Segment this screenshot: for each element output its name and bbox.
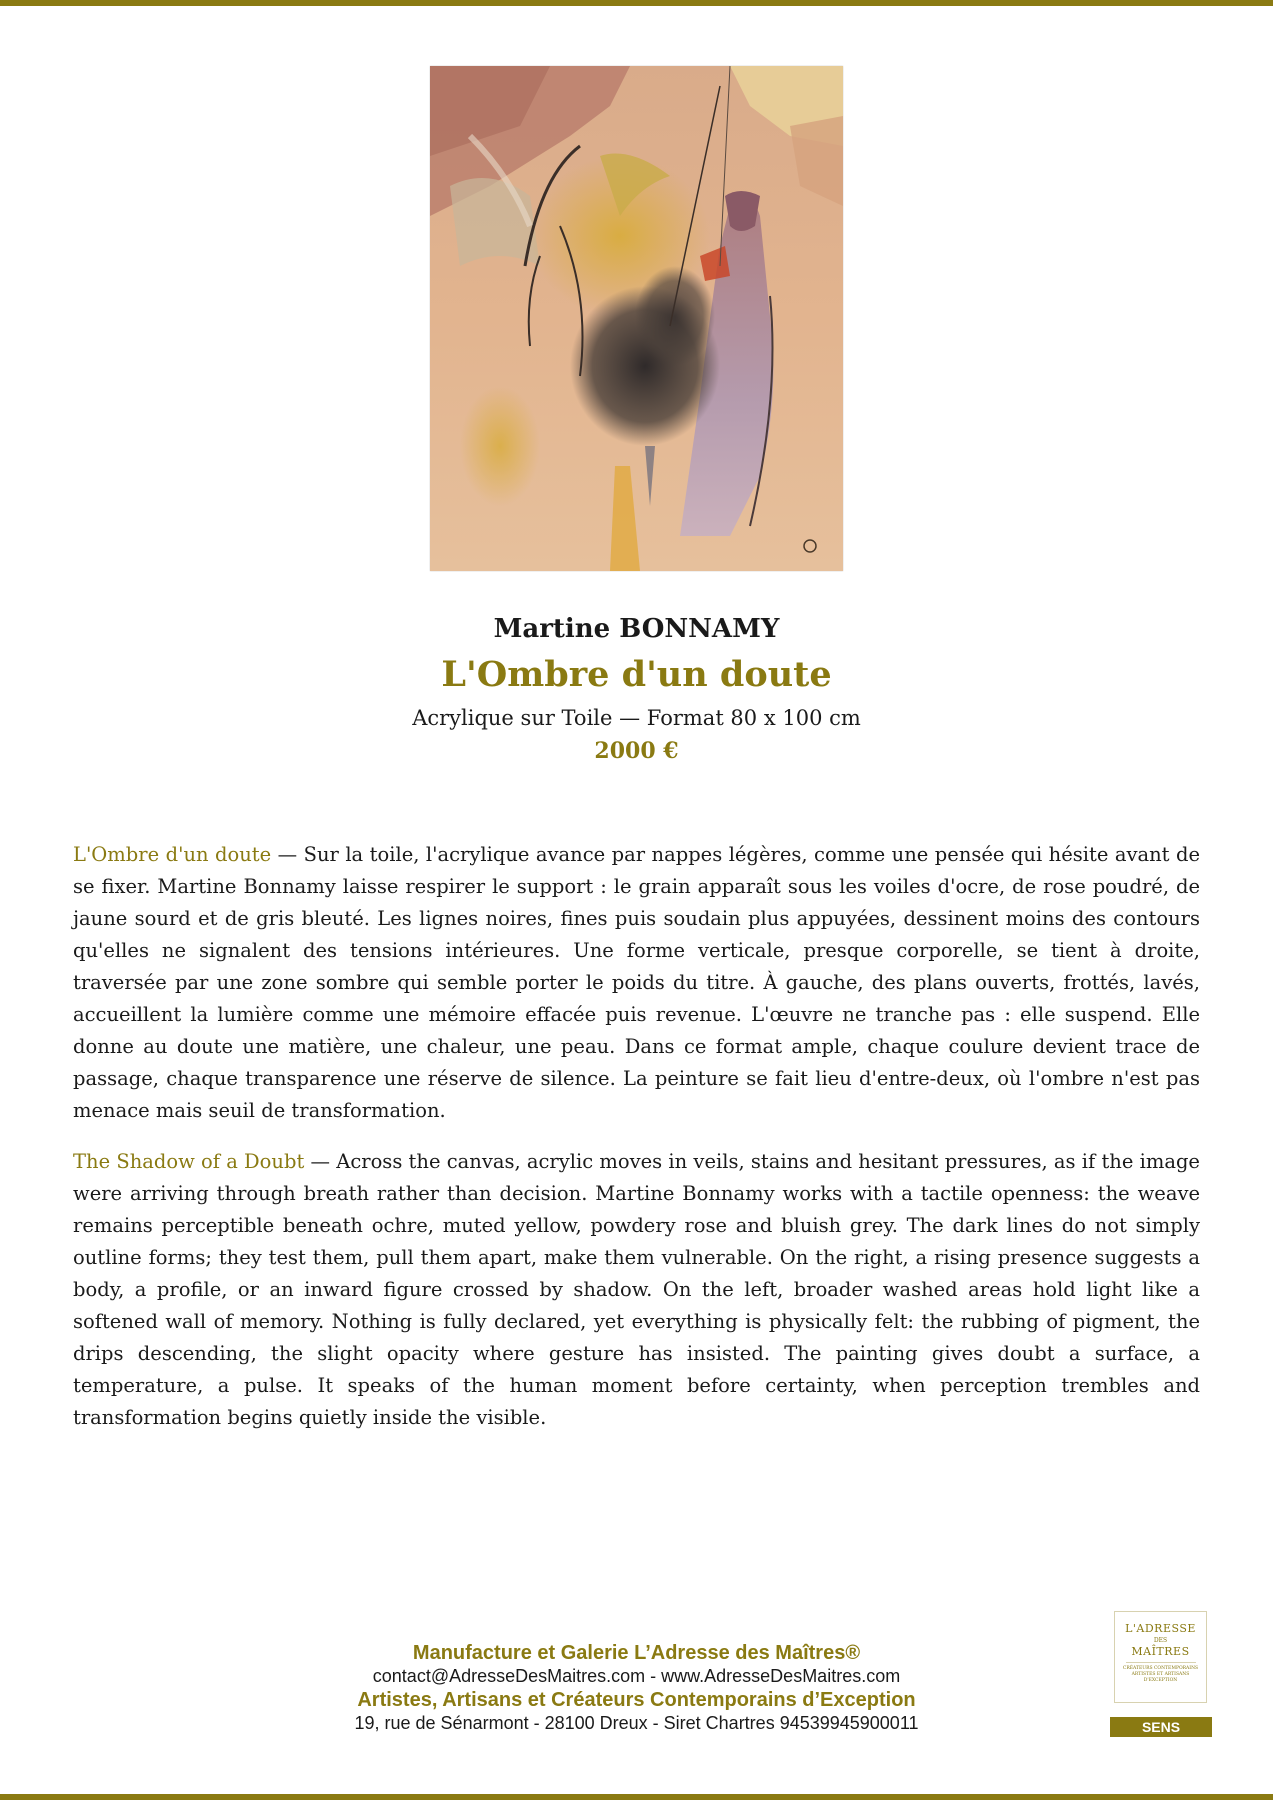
artist-name: Martine BONNAMY	[493, 614, 780, 644]
gallery-logo	[1114, 1611, 1207, 1703]
description-french	[73, 839, 1200, 1127]
artwork-image	[430, 66, 843, 571]
footer	[0, 1641, 1273, 1735]
footer-contact: contact@AdresseDesMaitres.com - www.AdresseDesMaitres.com	[372, 1666, 901, 1686]
logo-line-3: MAÎTRES	[1131, 1645, 1190, 1658]
logo-divider	[1126, 1662, 1196, 1663]
footer-address: 19, rue de Sénarmont - 28100 Dreux - Siret Chartres 94539945900011	[354, 1713, 919, 1733]
top-border-bar	[0, 0, 1273, 6]
logo-line-2: DES	[1153, 1637, 1168, 1644]
bottom-border-bar	[0, 1794, 1273, 1800]
footer-gallery-name: Manufacture et Galerie L’Adresse des Maîtres®	[412, 1642, 861, 1664]
logo-line-4: CRÉATEURS CONTEMPORAINS ARTISTES ET ARTISANS D'EXCEPTION	[1122, 1666, 1199, 1683]
footer-tagline: Artistes, Artisans et Créateurs Contemporains d’Exception	[357, 1689, 916, 1711]
artwork-price: 2000 €	[594, 738, 679, 764]
artwork-title: L'Ombre d'un doute	[441, 654, 832, 695]
description-french-body: — Sur la toile, l'acrylique avance par nappes légères, comme une pensée qui hésite avant de se fixer. Martine Bonnamy laisse respirer le support : le grain apparaît sous les voiles d'ocre, de rose poudré, de jaune sourd et de gris bleuté. Les lignes noires, fines puis soudain plus appuyées, dessinent moins des contours qu'elles ne signalent des tensions intérieures. Une forme verticale, presque corporelle, se tient à droite, traversée par une zone sombre qui semble porter le poids du titre. À gauche, des plans ouverts, frottés, lavés, accueillent la lumière comme une mémoire effacée puis revenue. L'œuvre ne tranche pas : elle suspend. Elle donne au doute une matière, une chaleur, une peau. Dans ce format ample, chaque coulure devient trace de passage, chaque transparence une réserve de silence. La peinture se fait lieu d'entre-deux, où l'ombre n'est pas menace mais seuil de transformation.	[73, 843, 1200, 1122]
description-french-lead: L'Ombre d'un doute	[73, 843, 272, 866]
description-english-lead: The Shadow of a Doubt	[73, 1150, 305, 1173]
artwork-medium-format: Acrylique sur Toile — Format 80 x 100 cm	[412, 706, 861, 730]
sens-badge: SENS	[1110, 1717, 1212, 1737]
description-english	[73, 1146, 1200, 1434]
logo-line-1: L'ADRESSE	[1125, 1622, 1196, 1635]
description-english-body: — Across the canvas, acrylic moves in veils, stains and hesitant pressures, as if the image were arriving through breath rather than decision. Martine Bonnamy works with a tactile openness: the weave remains perceptible beneath ochre, muted yellow, powdery rose and bluish grey. The dark lines do not simply outline forms; they test them, pull them apart, make them vulnerable. On the right, a rising presence suggests a body, a profile, or an inward figure crossed by shadow. On the left, broader washed areas hold light like a softened wall of memory. Nothing is fully declared, yet everything is physically felt: the rubbing of pigment, the drips descending, the slight opacity where gesture has insisted. The painting gives doubt a surface, a temperature, a pulse. It speaks of the human moment before certainty, when perception trembles and transformation begins quietly inside the visible.	[73, 1150, 1200, 1429]
